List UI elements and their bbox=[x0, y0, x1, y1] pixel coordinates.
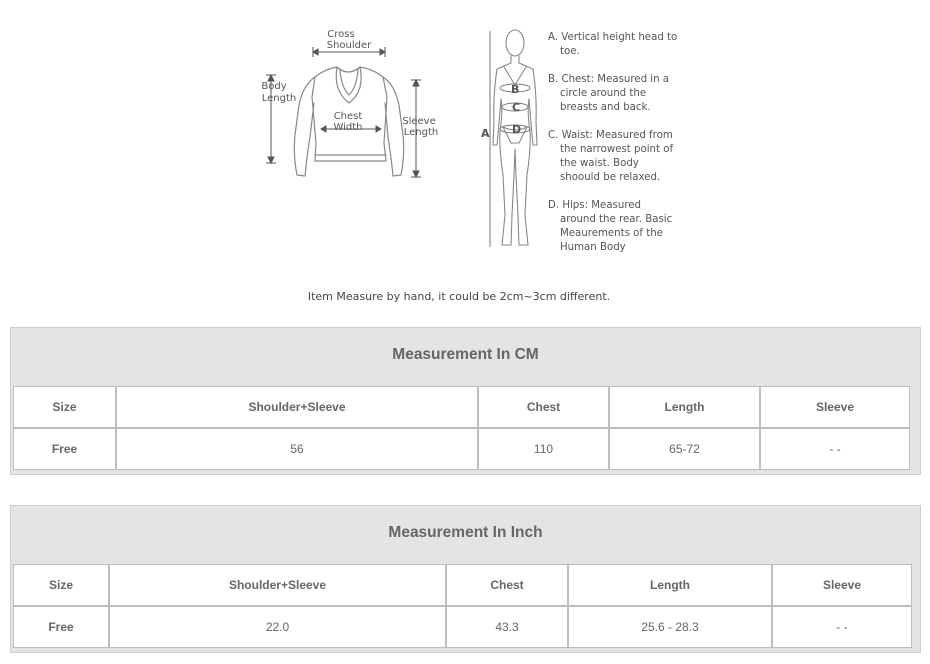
chest-width-label-line2: Width bbox=[333, 122, 363, 133]
body-length-label-line2: Length bbox=[261, 93, 297, 104]
cell-length: 65-72 bbox=[609, 428, 760, 470]
measurement-note: Item Measure by hand, it could be 2cm~3cm different. bbox=[307, 290, 611, 303]
header-chest: Chest bbox=[478, 386, 609, 428]
body-sketch bbox=[475, 25, 545, 255]
table-header-row bbox=[13, 564, 912, 606]
cm-table-title: Measurement In CM bbox=[392, 346, 539, 363]
cell-sleeve: - - bbox=[772, 606, 912, 648]
legend-item-b: B. Chest: Measured in a circle around the breasts and back. bbox=[548, 74, 670, 113]
cell-shoulder-sleeve: 56 bbox=[116, 428, 478, 470]
inch-measurement-table bbox=[13, 564, 912, 648]
body-length-label-line1: Body bbox=[261, 81, 287, 92]
header-size: Size bbox=[13, 386, 116, 428]
header-shoulder-sleeve: Shoulder+Sleeve bbox=[116, 386, 478, 428]
cell-size: Free bbox=[13, 428, 116, 470]
marker-b: B bbox=[511, 83, 520, 96]
sleeve-length-label-line2: Length bbox=[403, 127, 439, 138]
header-sleeve: Sleeve bbox=[772, 564, 912, 606]
header-chest: Chest bbox=[446, 564, 568, 606]
header-shoulder-sleeve: Shoulder+Sleeve bbox=[109, 564, 446, 606]
marker-a: A bbox=[481, 127, 490, 140]
cell-length: 25.6 - 28.3 bbox=[568, 606, 772, 648]
table-header-row bbox=[13, 386, 910, 428]
cm-table-block bbox=[10, 327, 921, 475]
cell-chest: 43.3 bbox=[446, 606, 568, 648]
measurement-legend bbox=[548, 31, 678, 269]
sleeve-length-label-line1: Sleeve bbox=[402, 116, 436, 127]
cross-shoulder-label-line2: Shoulder bbox=[326, 40, 372, 51]
cell-size: Free bbox=[13, 606, 109, 648]
garment-sketch bbox=[255, 25, 455, 190]
legend-item-a: A. Vertical height head to toe. bbox=[548, 32, 678, 57]
header-sleeve: Sleeve bbox=[760, 386, 910, 428]
cell-shoulder-sleeve: 22.0 bbox=[109, 606, 446, 648]
cm-measurement-table bbox=[13, 386, 910, 470]
cell-chest: 110 bbox=[478, 428, 609, 470]
measurement-illustration bbox=[0, 0, 930, 310]
table-row bbox=[13, 606, 912, 648]
header-length: Length bbox=[609, 386, 760, 428]
cross-shoulder-label-line1: Cross bbox=[327, 29, 355, 40]
header-size: Size bbox=[13, 564, 109, 606]
inch-table-title: Measurement In Inch bbox=[388, 524, 543, 541]
header-length: Length bbox=[568, 564, 772, 606]
cell-sleeve: - - bbox=[760, 428, 910, 470]
inch-table-block bbox=[10, 505, 921, 653]
marker-c: C bbox=[512, 101, 521, 114]
table-row bbox=[13, 428, 910, 470]
marker-d: D bbox=[512, 123, 522, 136]
legend-item-d: D. Hips: Measured around the rear. Basic Meaurements of the Human Body bbox=[548, 200, 673, 253]
chest-width-label-line1: Chest bbox=[333, 111, 363, 122]
legend-item-c: C. Waist: Measured from the narrowest point of the waist. Body shoould be relaxed. bbox=[548, 130, 674, 183]
